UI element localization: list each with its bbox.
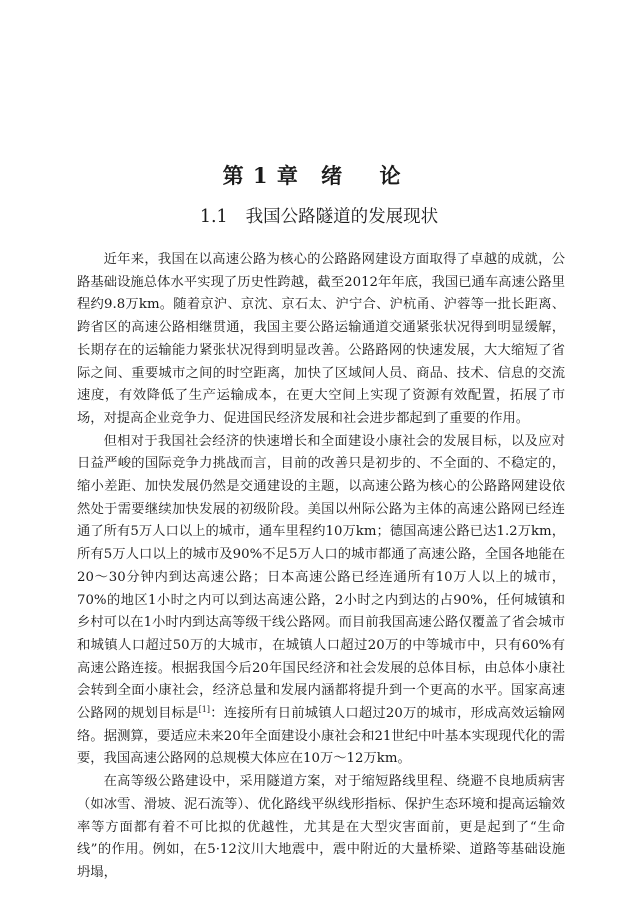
section-heading: 我国公路隧道的发展现状 (245, 207, 439, 227)
chapter-word-2: 论 (379, 163, 402, 188)
chapter-title (0, 160, 638, 190)
citation-ref[interactable]: [1] (198, 705, 210, 715)
chapter-number: 1 (252, 163, 269, 188)
body-text (77, 249, 565, 885)
paragraph-2 (77, 431, 565, 772)
section-number: 1.1 (199, 207, 228, 227)
paragraph-3: 在高等级公路建设中，采用隧道方案，对于缩短路线里程、绕避不良地质病害（如冰雪、滑坡、泥石流等）、优化路线平纵线形指标、保护生态环境和提高运输效率等方面都有着不可比拟的优越性，尤其是在大型灾害面前，更是起到了“生命线”的作用。例如，在5·12汶川大地震中，震中附近的大量桥梁、道路等基础设施坍塌， (77, 774, 565, 880)
chapter-prefix: 第 (222, 163, 245, 188)
section-title (0, 203, 638, 228)
paragraph-1: 近年来，我国在以高速公路为核心的公路路网建设方面取得了卓越的成就，公路基础设施总体水平实现了历史性跨越，截至2012年年底，我国已通车高速公路里程约9.8万km。随着京沪、京沈、京石太、沪宁合、沪杭甬、沪蓉等一批长距离、跨省区的高速公路相继贯通，我国主要公路运输通道交通紧张状况得到明显缓解，长期存在的运输能力紧张状况得到明显改善。公路路网的快速发展，大大缩短了省际之间、重要城市之间的时空距离，加快了区域间人员、商品、技术、信息的交流速度，有效降低了生产运输成本，在更大空间上实现了资源有效配置，拓展了市场，对提高企业竞争力、促进国民经济发展和社会进步都起到了重要的作用。 (77, 252, 565, 426)
paragraph-2-text-a: 但相对于我国社会经济的快速增长和全面建设小康社会的发展目标，以及应对日益严峻的国际竞争力挑战而言，目前的改善只是初步的、不全面的、不稳定的，缩小差距、加快发展仍然是交通建设的主题，以高速公路为核心的公路路网建设依然处于需要继续加快发展的初级阶段。美国以州际公路为主体的高速公路网已经连通了所有5万人口以上的城市，通车里程约10万km；德国高速公路已达1.2万km，所有5万人口以上的城市及90%不足5万人口的城市都通了高速公路，全国各地能在20～30分钟内到达高速公路；日本高速公路已经连通所有10万人以上的城市，70%的地区1小时之内可以到达高速公路，2小时之内到达的占90%，任何城镇和乡村可以在1小时内到达高等级干线公路网。而目前我国高速公路仅覆盖了省会城市和城镇人口超过50万的大城市，在城镇人口超过20万的中等城市中，只有60%有高速公路连接。根据我国今后20年国民经济和社会发展的总体目标，由总体小康社会转到全面小康社会，经济总量和发展内涵都将提升到一个更高的水平。国家高速公路网的规划目标是 (77, 433, 565, 722)
chapter-word-1: 绪 (321, 163, 344, 188)
chapter-suffix: 章 (276, 163, 299, 188)
paragraph-2-text-b: ：连接所有日前城镇人口超过20万的城市，形成高效运输网络。据测算，要适应未来20年全面建设小康社会和21世纪中叶基本实现现代化的需要，我国高速公路网的总规模大体应在10万～12万km。 (77, 706, 566, 767)
